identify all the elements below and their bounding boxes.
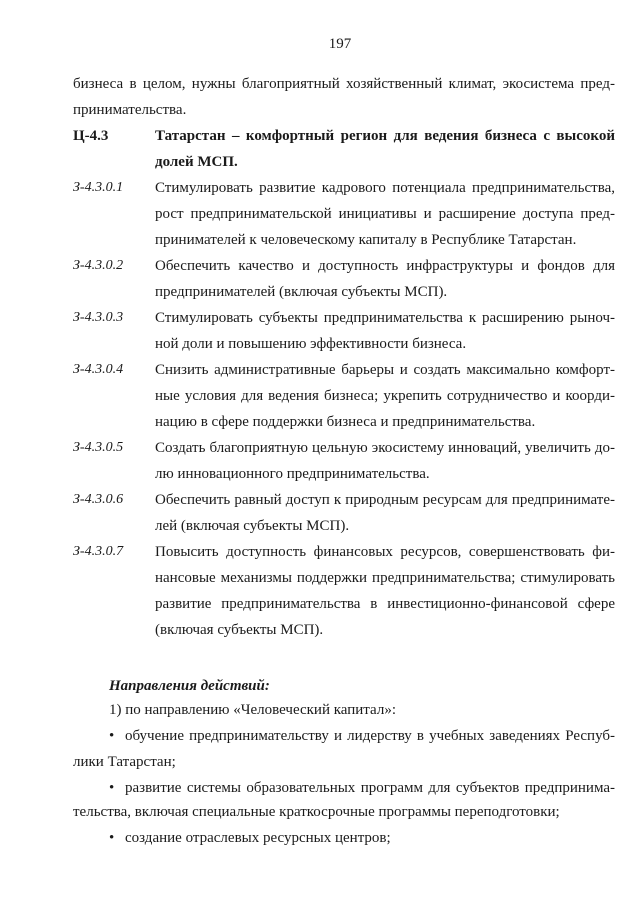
task-line: лю инновационного предпринимательства. — [155, 466, 430, 482]
goal-code: Ц-4.3 — [73, 128, 109, 144]
bullet-glyph: • — [109, 780, 115, 796]
actions-heading: Направления действий: — [109, 678, 270, 694]
task-line: Стимулировать субъекты предпринимательства к расширению рыноч- — [155, 310, 615, 326]
task-line: нансовые механизмы поддержки предпринимательства; стимулировать — [155, 570, 615, 586]
task-code: З-4.3.0.4 — [73, 362, 124, 377]
goal-title-line-2: долей МСП. — [155, 154, 238, 170]
list-item-text: обучение предпринимательству и лидерству в учебных заведениях Респуб- — [125, 728, 615, 744]
task-line: лей (включая субъекты МСП). — [155, 518, 350, 534]
task-line: Обеспечить качество и доступность инфраструктуры и фондов для — [155, 258, 615, 274]
list-item-text: развитие системы образовательных программ для субъектов предпринима- — [125, 780, 615, 796]
task-code: З-4.3.0.5 — [73, 440, 124, 455]
task-code: З-4.3.0.1 — [73, 180, 124, 195]
actions-item-1: 1) по направлению «Человеческий капитал»: — [109, 702, 396, 718]
list-item-continuation: тельства, включая специальные краткосрочные программы переподготовки; — [73, 804, 560, 820]
task-line: ные условия для ведения бизнеса; укрепить сотрудничество и коорди- — [155, 388, 615, 404]
task-line: Обеспечить равный доступ к природным ресурсам для предпринимате- — [155, 492, 615, 508]
list-item — [109, 726, 615, 746]
intro-line-1: бизнеса в целом, нужны благоприятный хозяйственный климат, экосистема пред- — [73, 76, 615, 92]
task-line: нацию в сфере поддержки бизнеса и предпринимательства. — [155, 414, 536, 430]
goal-title-line-1: Татарстан – комфортный регион для ведения бизнеса с высокой — [155, 128, 615, 144]
intro-line-2: принимательства. — [73, 102, 187, 118]
task-code: З-4.3.0.7 — [73, 544, 124, 559]
list-item-text: создание отраслевых ресурсных центров; — [125, 830, 391, 846]
task-line: рост предпринимательской инициативы и расширение доступа пред- — [155, 206, 615, 222]
task-line: Снизить административные барьеры и создать максимально комфорт- — [155, 362, 615, 378]
list-item-continuation: лики Татарстан; — [73, 754, 176, 770]
page-number: 197 — [328, 36, 352, 52]
task-line: Повысить доступность финансовых ресурсов, совершенствовать фи- — [155, 544, 615, 560]
task-line: ной доли и повышению эффективности бизнеса. — [155, 336, 467, 352]
task-line: развитие предпринимательства в инвестиционно-финансовой сфере — [155, 596, 615, 612]
task-line: предпринимателей (включая субъекты МСП). — [155, 284, 448, 300]
task-code: З-4.3.0.3 — [73, 310, 124, 325]
task-code: З-4.3.0.2 — [73, 258, 124, 273]
list-item — [109, 828, 391, 848]
task-line: Стимулировать развитие кадрового потенциала предпринимательства, — [155, 180, 615, 196]
task-line: Создать благоприятную цельную экосистему инноваций, увеличить до- — [155, 440, 615, 456]
task-code: З-4.3.0.6 — [73, 492, 124, 507]
task-line: (включая субъекты МСП). — [155, 622, 324, 638]
bullet-glyph: • — [109, 728, 115, 744]
list-item — [109, 778, 615, 798]
bullet-glyph: • — [109, 830, 115, 846]
task-line: принимателей к человеческому капиталу в Республике Татарстан. — [155, 232, 577, 248]
